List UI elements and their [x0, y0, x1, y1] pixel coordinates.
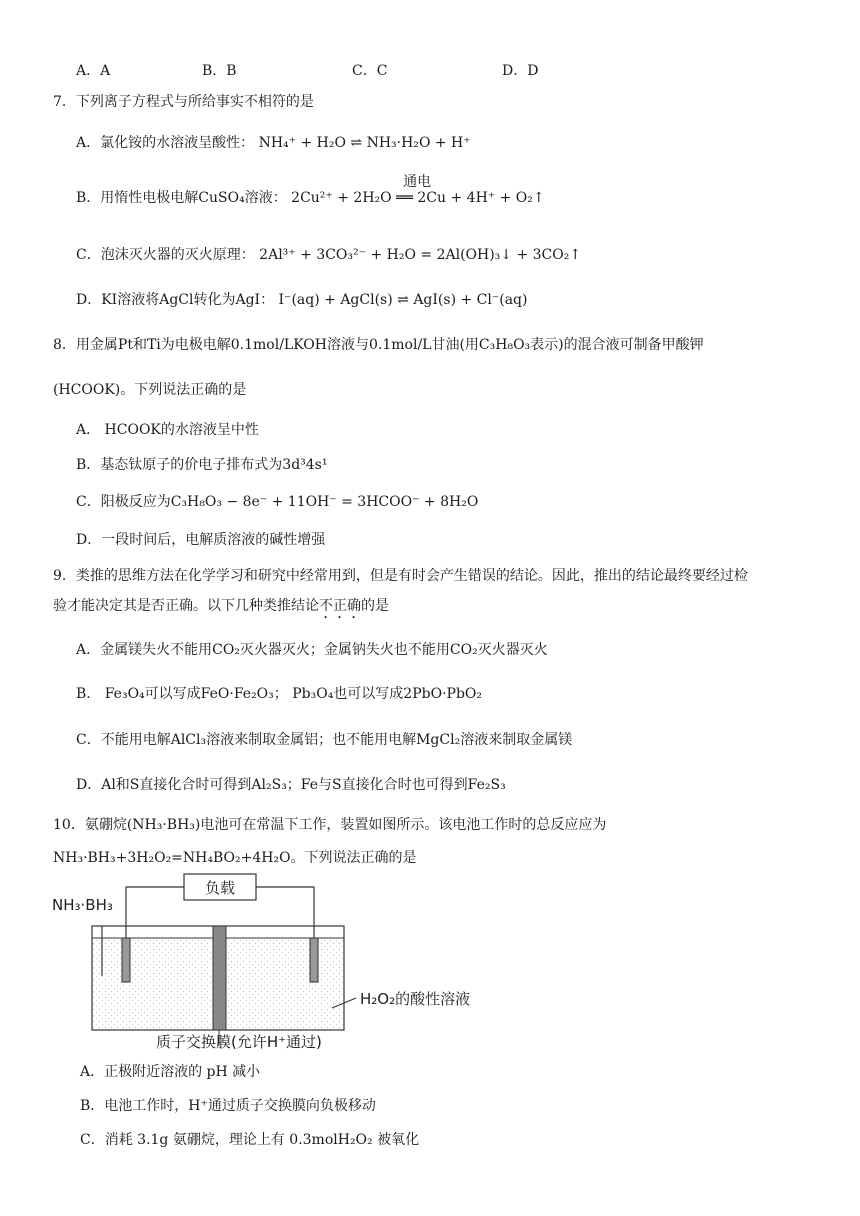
q6-option-b[interactable]: B．B — [202, 63, 237, 79]
load-label: 负载 — [204, 879, 236, 897]
right-wire — [256, 887, 314, 940]
proton-exchange-membrane — [213, 926, 226, 1030]
q7-option-b-text: B．用惰性电极电解CuSO₄溶液： — [76, 190, 287, 206]
q7-option-b-condition: 通电 — [403, 174, 432, 190]
q8-option-b[interactable]: B．基态钛原子的价电子排布式为3d³4s¹ — [76, 457, 328, 473]
q9-stem-line1: 9．类推的思维方法在化学学习和研究中经常用到，但是有时会产生错误的结论。因此，推出的结论最终要经过检 — [53, 568, 748, 584]
q7-option-c-text: C．泡沫灭火器的灭火原理： — [76, 247, 255, 263]
q9-option-a[interactable]: A．金属镁失火不能用CO₂灭火器灭火；金属钠失火也不能用CO₂灭火器灭火 — [76, 642, 548, 658]
q7-option-d[interactable] — [76, 290, 527, 310]
q7-option-c[interactable] — [76, 245, 581, 265]
membrane-label: 质子交换膜(允许H⁺通过) — [156, 1033, 322, 1051]
q8-option-a[interactable]: A． HCOOK的水溶液呈中性 — [76, 422, 259, 438]
q7-option-a-text: A．氯化铵的水溶液呈酸性： — [76, 135, 255, 151]
q9-stem-emphasis: 不正确 — [319, 598, 361, 614]
q7-option-b-equation-wrap — [291, 174, 545, 208]
q10-stem-line1: 10．氨硼烷(NH₃·BH₃)电池可在常温下工作，装置如图所示。该电池工作时的总反应应为 — [53, 817, 607, 833]
left-electrode — [122, 938, 130, 982]
q10-option-a[interactable]: A．正极附近溶液的 pH 减小 — [80, 1064, 261, 1080]
q9-stem-line2-pre: 验才能决定其是否正确。以下几种类推结论 — [53, 598, 319, 614]
q7-option-d-text: D．KI溶液将AgCl转化为AgI： — [76, 292, 275, 308]
q10-option-b[interactable]: B．电池工作时，H⁺通过质子交换膜向负极移动 — [80, 1098, 376, 1114]
q9-option-d[interactable]: D．Al和S直接化合时可得到Al₂S₃；Fe与S直接化合时也可得到Fe₂S₃ — [76, 777, 506, 793]
q6-option-a[interactable]: A．A — [76, 63, 111, 79]
q9-stem-line2-post: 的是 — [361, 598, 389, 614]
nh3bh3-label: NH₃·BH₃ — [52, 896, 113, 914]
q10-stem-line2: NH₃·BH₃+3H₂O₂=NH₄BO₂+4H₂O。下列说法正确的是 — [53, 850, 417, 866]
q6-option-d[interactable]: D．D — [502, 63, 539, 79]
left-wire — [126, 887, 184, 940]
q10-option-c[interactable]: C．消耗 3.1g 氨硼烷，理论上有 0.3molH₂O₂ 被氧化 — [80, 1132, 420, 1148]
q7-option-a[interactable] — [76, 133, 471, 153]
h2o2-solution-label: H₂O₂的酸性溶液 — [360, 990, 471, 1008]
q7-option-c-equation: 2Al³⁺ + 3CO₃²⁻ + H₂O = 2Al(OH)₃↓ + 3CO₂↑ — [259, 247, 582, 263]
q7-option-b[interactable] — [76, 174, 545, 208]
q8-stem-line2: (HCOOK)。下列说法正确的是 — [53, 382, 247, 398]
q8-option-d[interactable]: D．一段时间后，电解质溶液的碱性增强 — [76, 532, 326, 548]
q7-option-b-equation: 2Cu²⁺ + 2H₂O ══ 2Cu + 4H⁺ + O₂↑ — [291, 190, 545, 206]
q9-option-c[interactable]: C．不能用电解AlCl₃溶液来制取金属铝；也不能用电解MgCl₂溶液来制取金属镁 — [76, 732, 573, 748]
q7-stem: 7．下列离子方程式与所给事实不相符的是 — [53, 94, 314, 110]
q8-stem-line1: 8．用金属Pt和Ti为电极电解0.1mol/LKOH溶液与0.1mol/L甘油(用C₃H₈O₃表示)的混合液可制备甲酸钾 — [53, 337, 704, 353]
q9-option-b[interactable]: B． Fe₃O₄可以写成FeO·Fe₂O₃； Pb₃O₄也可以写成2PbO·PbO₂ — [76, 686, 482, 702]
right-electrode — [310, 938, 318, 982]
q8-option-c[interactable]: C．阳极反应为C₃H₈O₃ − 8e⁻ + 11OH⁻ = 3HCOO⁻ + 8H₂O — [76, 494, 479, 510]
q6-option-c[interactable]: C．C — [352, 63, 388, 79]
q9-stem-line2 — [53, 596, 389, 622]
battery-diagram — [50, 870, 510, 1050]
q7-option-a-equation: NH₄⁺ + H₂O ⇌ NH₃·H₂O + H⁺ — [258, 135, 471, 151]
q7-option-d-equation: I⁻(aq) + AgCl(s) ⇌ AgI(s) + Cl⁻(aq) — [278, 292, 528, 308]
